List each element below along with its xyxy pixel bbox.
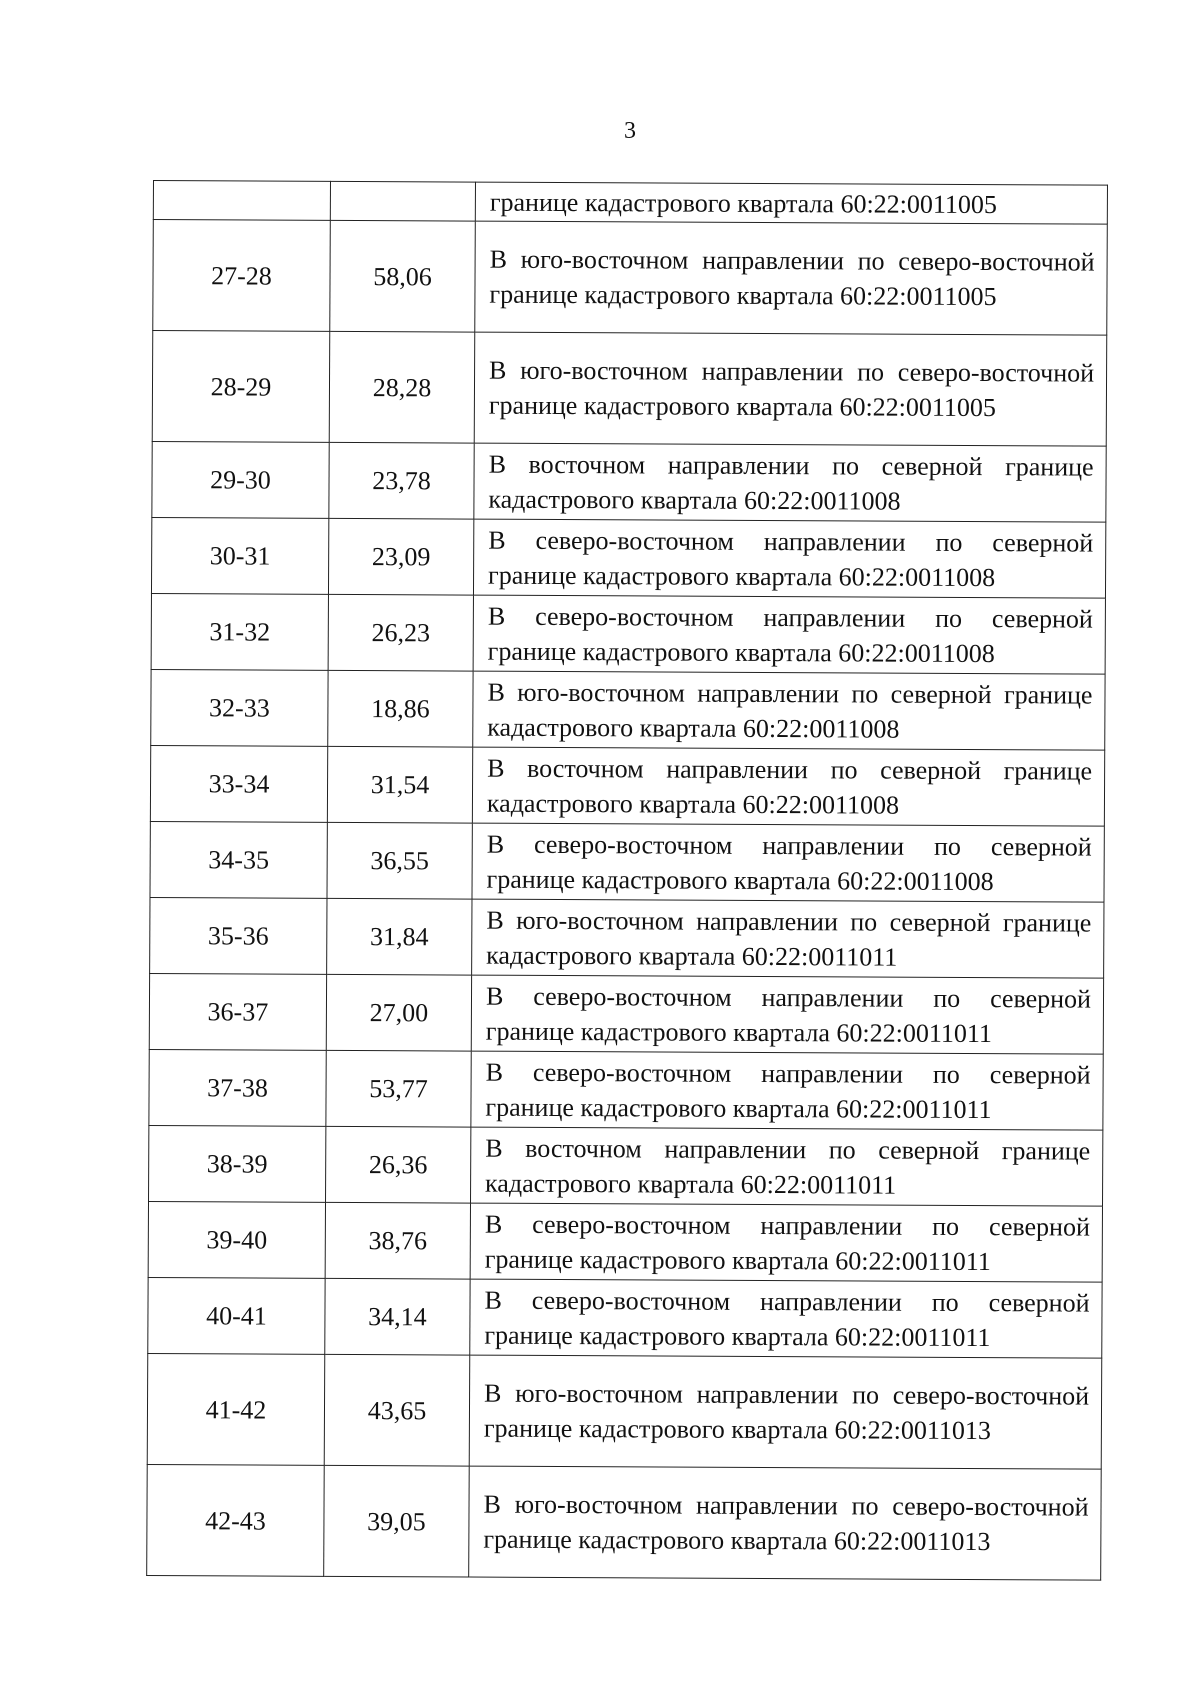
length-cell: 26,36	[326, 1126, 471, 1203]
points-cell: 40-41	[148, 1277, 325, 1354]
table-row	[149, 1125, 1103, 1206]
description-cell: В северо-восточном направлении по северной границе кадастрового квартала 60:22:0011011	[471, 1051, 1103, 1130]
table-row	[147, 1353, 1102, 1469]
length-cell: 34,14	[325, 1278, 470, 1355]
description-cell: В юго-восточном направлении по северной границе кадастрового квартала 60:22:0011008	[473, 671, 1105, 750]
length-cell: 43,65	[324, 1354, 470, 1466]
points-cell: 41-42	[147, 1353, 325, 1465]
description-cell: В юго-восточном направлении по северо-восточной границе кадастрового квартала 60:22:0011005	[474, 332, 1107, 446]
points-cell: 42-43	[147, 1464, 325, 1576]
page-number: 3	[624, 118, 636, 144]
table-row	[153, 220, 1108, 336]
description-cell: В восточном направлении по северной границе кадастрового квартала 60:22:0011011	[471, 1127, 1103, 1206]
length-cell: 26,23	[328, 594, 473, 671]
points-cell: 38-39	[149, 1125, 326, 1202]
table-row	[153, 181, 1107, 225]
table-row	[152, 331, 1107, 447]
length-cell: 38,76	[325, 1202, 470, 1279]
table-row	[149, 1049, 1103, 1130]
description-cell: В юго-восточном направлении по северной границе кадастрового квартала 60:22:0011011	[472, 899, 1104, 978]
table-row	[151, 669, 1105, 750]
points-cell: 37-38	[149, 1049, 326, 1126]
description-cell: границе кадастрового квартала 60:22:0011005	[475, 182, 1107, 224]
length-cell: 27,00	[326, 974, 471, 1051]
table-row	[150, 821, 1104, 902]
length-cell: 36,55	[327, 822, 472, 899]
description-cell: В юго-восточном направлении по северо-восточной границе кадастрового квартала 60:22:0011005	[475, 221, 1108, 335]
description-cell: В северо-восточном направлении по северной границе кадастрового квартала 60:22:0011008	[473, 595, 1105, 674]
table-row	[150, 745, 1104, 826]
points-cell: 27-28	[153, 220, 331, 332]
description-cell: В северо-восточном направлении по северной границе кадастрового квартала 60:22:0011011	[471, 975, 1103, 1054]
points-cell: 39-40	[148, 1201, 325, 1278]
points-cell	[153, 181, 330, 221]
table-row	[150, 897, 1104, 978]
description-cell: В северо-восточном направлении по северной границе кадастрового квартала 60:22:0011011	[470, 1279, 1102, 1358]
points-cell: 30-31	[151, 517, 328, 594]
boundary-table	[146, 180, 1108, 1581]
description-cell: В северо-восточном направлении по северной границе кадастрового квартала 60:22:0011011	[470, 1203, 1102, 1282]
points-cell: 34-35	[150, 821, 327, 898]
points-cell: 35-36	[150, 897, 327, 974]
length-cell: 18,86	[328, 670, 473, 747]
table-row	[151, 517, 1105, 598]
points-cell: 29-30	[152, 441, 329, 518]
length-cell: 39,05	[324, 1465, 470, 1577]
table-row	[148, 1201, 1102, 1282]
length-cell: 23,78	[329, 442, 474, 519]
length-cell: 31,54	[327, 746, 472, 823]
description-cell: В северо-восточном направлении по северной границе кадастрового квартала 60:22:0011008	[473, 519, 1105, 598]
points-cell: 32-33	[151, 669, 328, 746]
table-row	[147, 1464, 1102, 1580]
table-row	[149, 973, 1103, 1054]
points-cell: 36-37	[149, 973, 326, 1050]
length-cell: 53,77	[326, 1050, 471, 1127]
table-row	[148, 1277, 1102, 1358]
description-cell: В восточном направлении по северной границе кадастрового квартала 60:22:0011008	[474, 443, 1106, 522]
points-cell: 31-32	[151, 593, 328, 670]
length-cell	[330, 181, 475, 221]
description-cell: В северо-восточном направлении по северной границе кадастрового квартала 60:22:0011008	[472, 823, 1104, 902]
points-cell: 33-34	[150, 745, 327, 822]
length-cell: 58,06	[330, 220, 476, 332]
description-cell: В юго-восточном направлении по северо-восточной границе кадастрового квартала 60:22:0011013	[469, 1466, 1102, 1580]
length-cell: 28,28	[329, 331, 475, 443]
points-cell: 28-29	[152, 331, 330, 443]
table-row	[152, 441, 1106, 522]
description-cell: В восточном направлении по северной границе кадастрового квартала 60:22:0011008	[472, 747, 1104, 826]
table-row	[151, 593, 1105, 674]
length-cell: 23,09	[328, 518, 473, 595]
length-cell: 31,84	[327, 898, 472, 975]
description-cell: В юго-восточном направлении по северо-восточной границе кадастрового квартала 60:22:0011013	[469, 1355, 1102, 1469]
